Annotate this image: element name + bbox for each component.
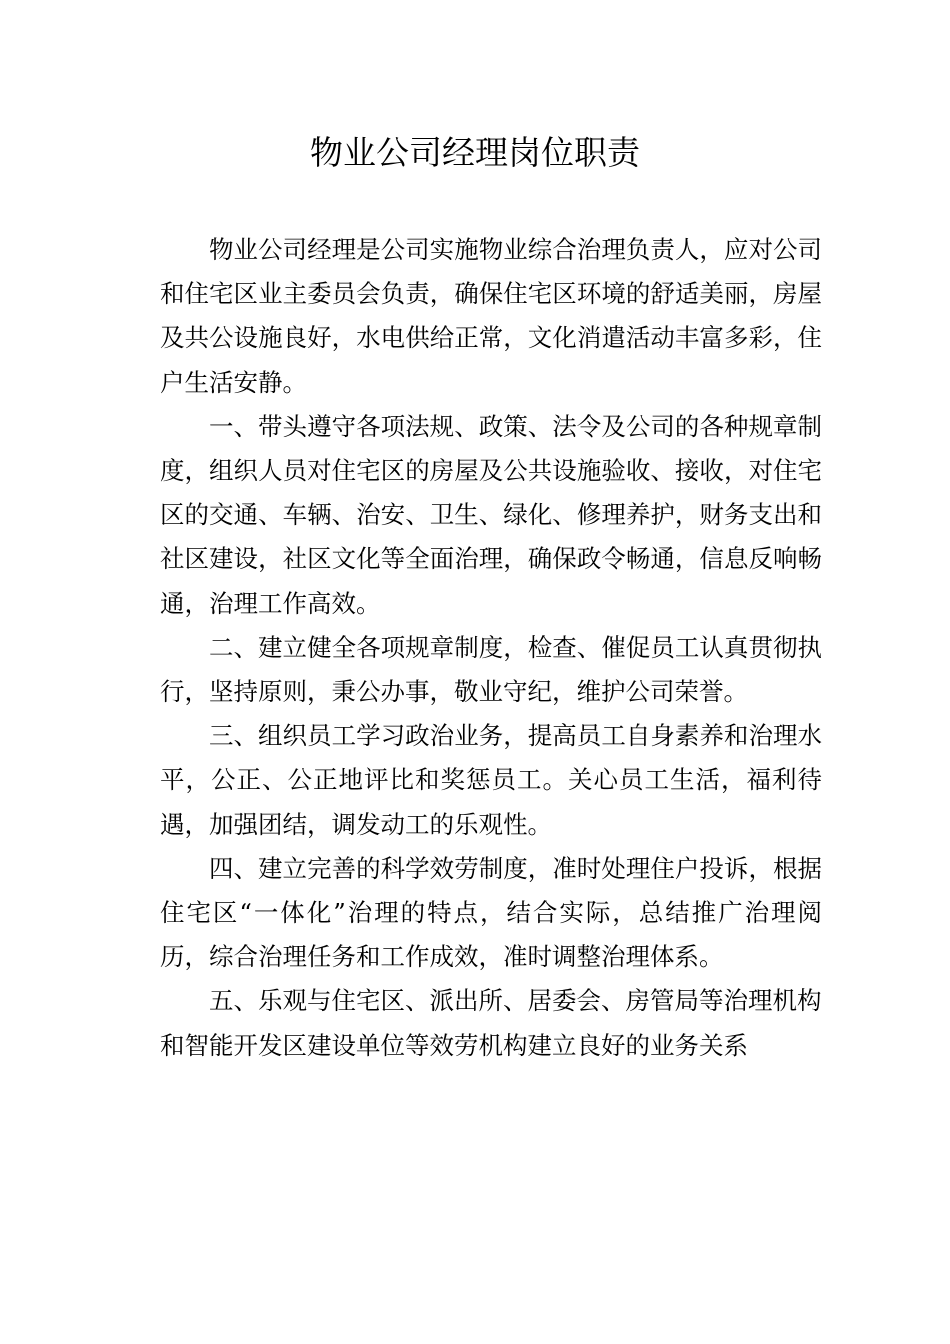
paragraph-item-3: 三、组织员工学习政治业务，提高员工自身素养和治理水平，公正、公正地评比和奖惩员工。关心员工生活，福利待遇，加强团结，调发动工的乐观性。 [160,721,822,839]
paragraph-item-4: 四、建立完善的科学效劳制度，准时处理住户投诉，根据住宅区“一体化”治理的特点，结合实际，总结推广治理阅历，综合治理任务和工作成效，准时调整治理体系。 [160,853,822,972]
document-body [160,228,822,1068]
document-title: 物业公司经理岗位职责 [310,133,640,172]
paragraph-item-2: 二、建立健全各项规章制度，检查、催促员工认真贯彻执行，坚持原则，秉公办事，敬业守纪，维护公司荣誉。 [160,632,822,707]
paragraph-item-5: 五、乐观与住宅区、派出所、居委会、房管局等治理机构和智能开发区建设单位等效劳机构建立良好的业务关系 [160,986,822,1060]
paragraph-item-1: 一、带头遵守各项法规、政策、法令及公司的各种规章制度，组织人员对住宅区的房屋及公共设施验收、接收，对住宅区的交通、车辆、治安、卫生、绿化、修理养护，财务支出和社区建设，社区文化等全面治理，确保政令畅通，信息反响畅通，治理工作高效。 [160,411,822,618]
paragraph-intro: 物业公司经理是公司实施物业综合治理负责人，应对公司和住宅区业主委员会负责，确保住宅区环境的舒适美丽，房屋及共公设施良好，水电供给正常，文化消遣活动丰富多彩，住户生活安静。 [160,235,822,397]
